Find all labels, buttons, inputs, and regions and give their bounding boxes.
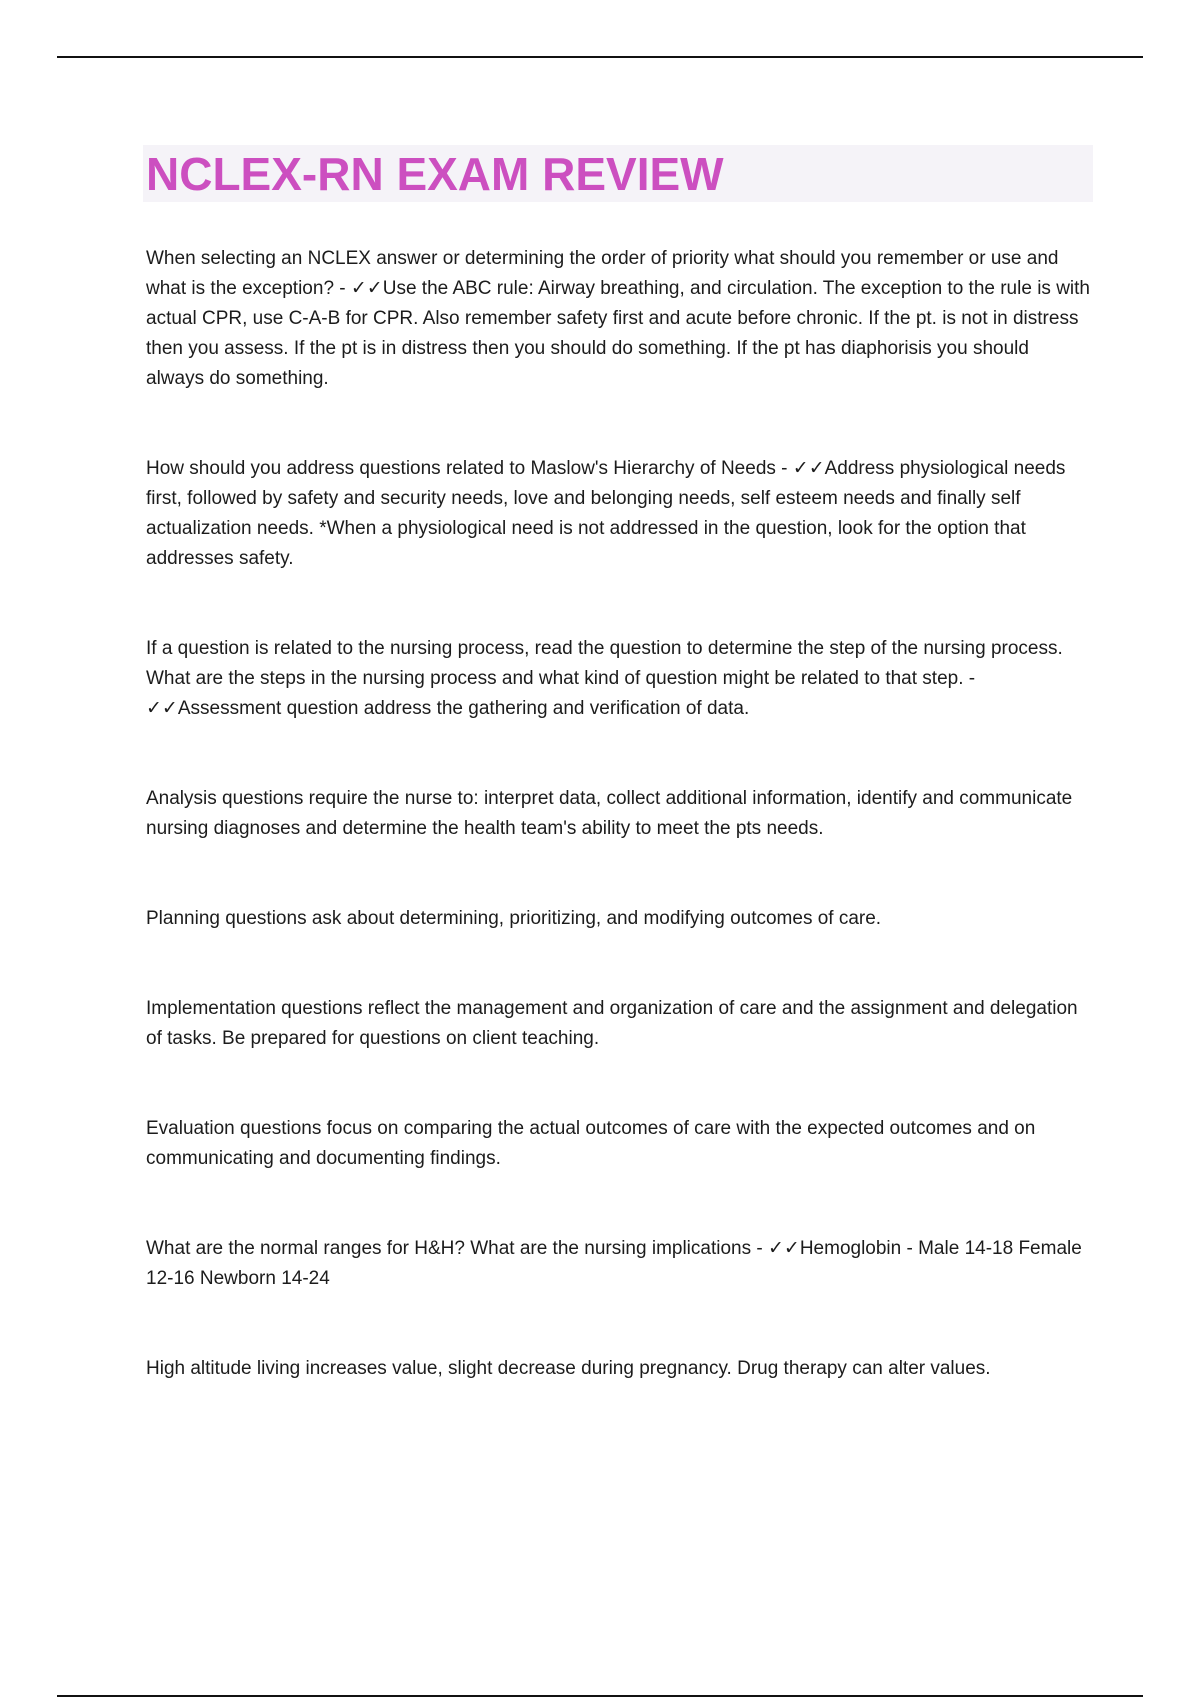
bottom-divider: [57, 1695, 1143, 1697]
document-title: NCLEX-RN EXAM REVIEW: [146, 148, 724, 200]
paragraph-implementation: Implementation questions reflect the management and organization of care and the assignment and delegation of tasks. Be prepared for questions on client teaching.: [146, 998, 1078, 1049]
top-divider: [57, 56, 1143, 58]
paragraph-abc-rule: When selecting an NCLEX answer or determining the order of priority what should you remember or use and what is the exception? - ✓✓Use the ABC rule: Airway breathing, and circulation. The exception to the rule is with actual CPR, use C-A-B for CPR. Also remember safety first and acute before chronic. If the pt. is not in distress then you assess. If the pt is in distress then you should do something. If the pt has diaphorisis you should always do something.: [146, 248, 1090, 389]
paragraph-evaluation: Evaluation questions focus on comparing the actual outcomes of care with the expected outcomes and on communicating and documenting findings.: [146, 1118, 1036, 1169]
paragraph-altitude: High altitude living increases value, slight decrease during pregnancy. Drug therapy can alter values.: [146, 1358, 991, 1379]
paragraph-nursing-process: If a question is related to the nursing process, read the question to determine the step of the nursing process. What are the steps in the nursing process and what kind of question might be related to that step. - ✓✓Assessment question address the gathering and verification of data.: [146, 638, 1063, 719]
document-body: [146, 244, 1092, 1384]
paragraph-analysis: Analysis questions require the nurse to: interpret data, collect additional information, identify and communicate nursing diagnoses and determine the health team's ability to meet the pts needs.: [146, 788, 1073, 839]
paragraph-hh-ranges: What are the normal ranges for H&H? What are the nursing implications - ✓✓Hemoglobin - Male 14-18 Female 12-16 Newborn 14-24: [146, 1238, 1082, 1289]
paragraph-maslow: How should you address questions related to Maslow's Hierarchy of Needs - ✓✓Address physiological needs first, followed by safety and security needs, love and belonging needs, self esteem needs and finally self actualization needs. *When a physiological need is not addressed in the question, look for the option that addresses safety.: [146, 458, 1066, 569]
paragraph-planning: Planning questions ask about determining, prioritizing, and modifying outcomes of care.: [146, 908, 882, 929]
